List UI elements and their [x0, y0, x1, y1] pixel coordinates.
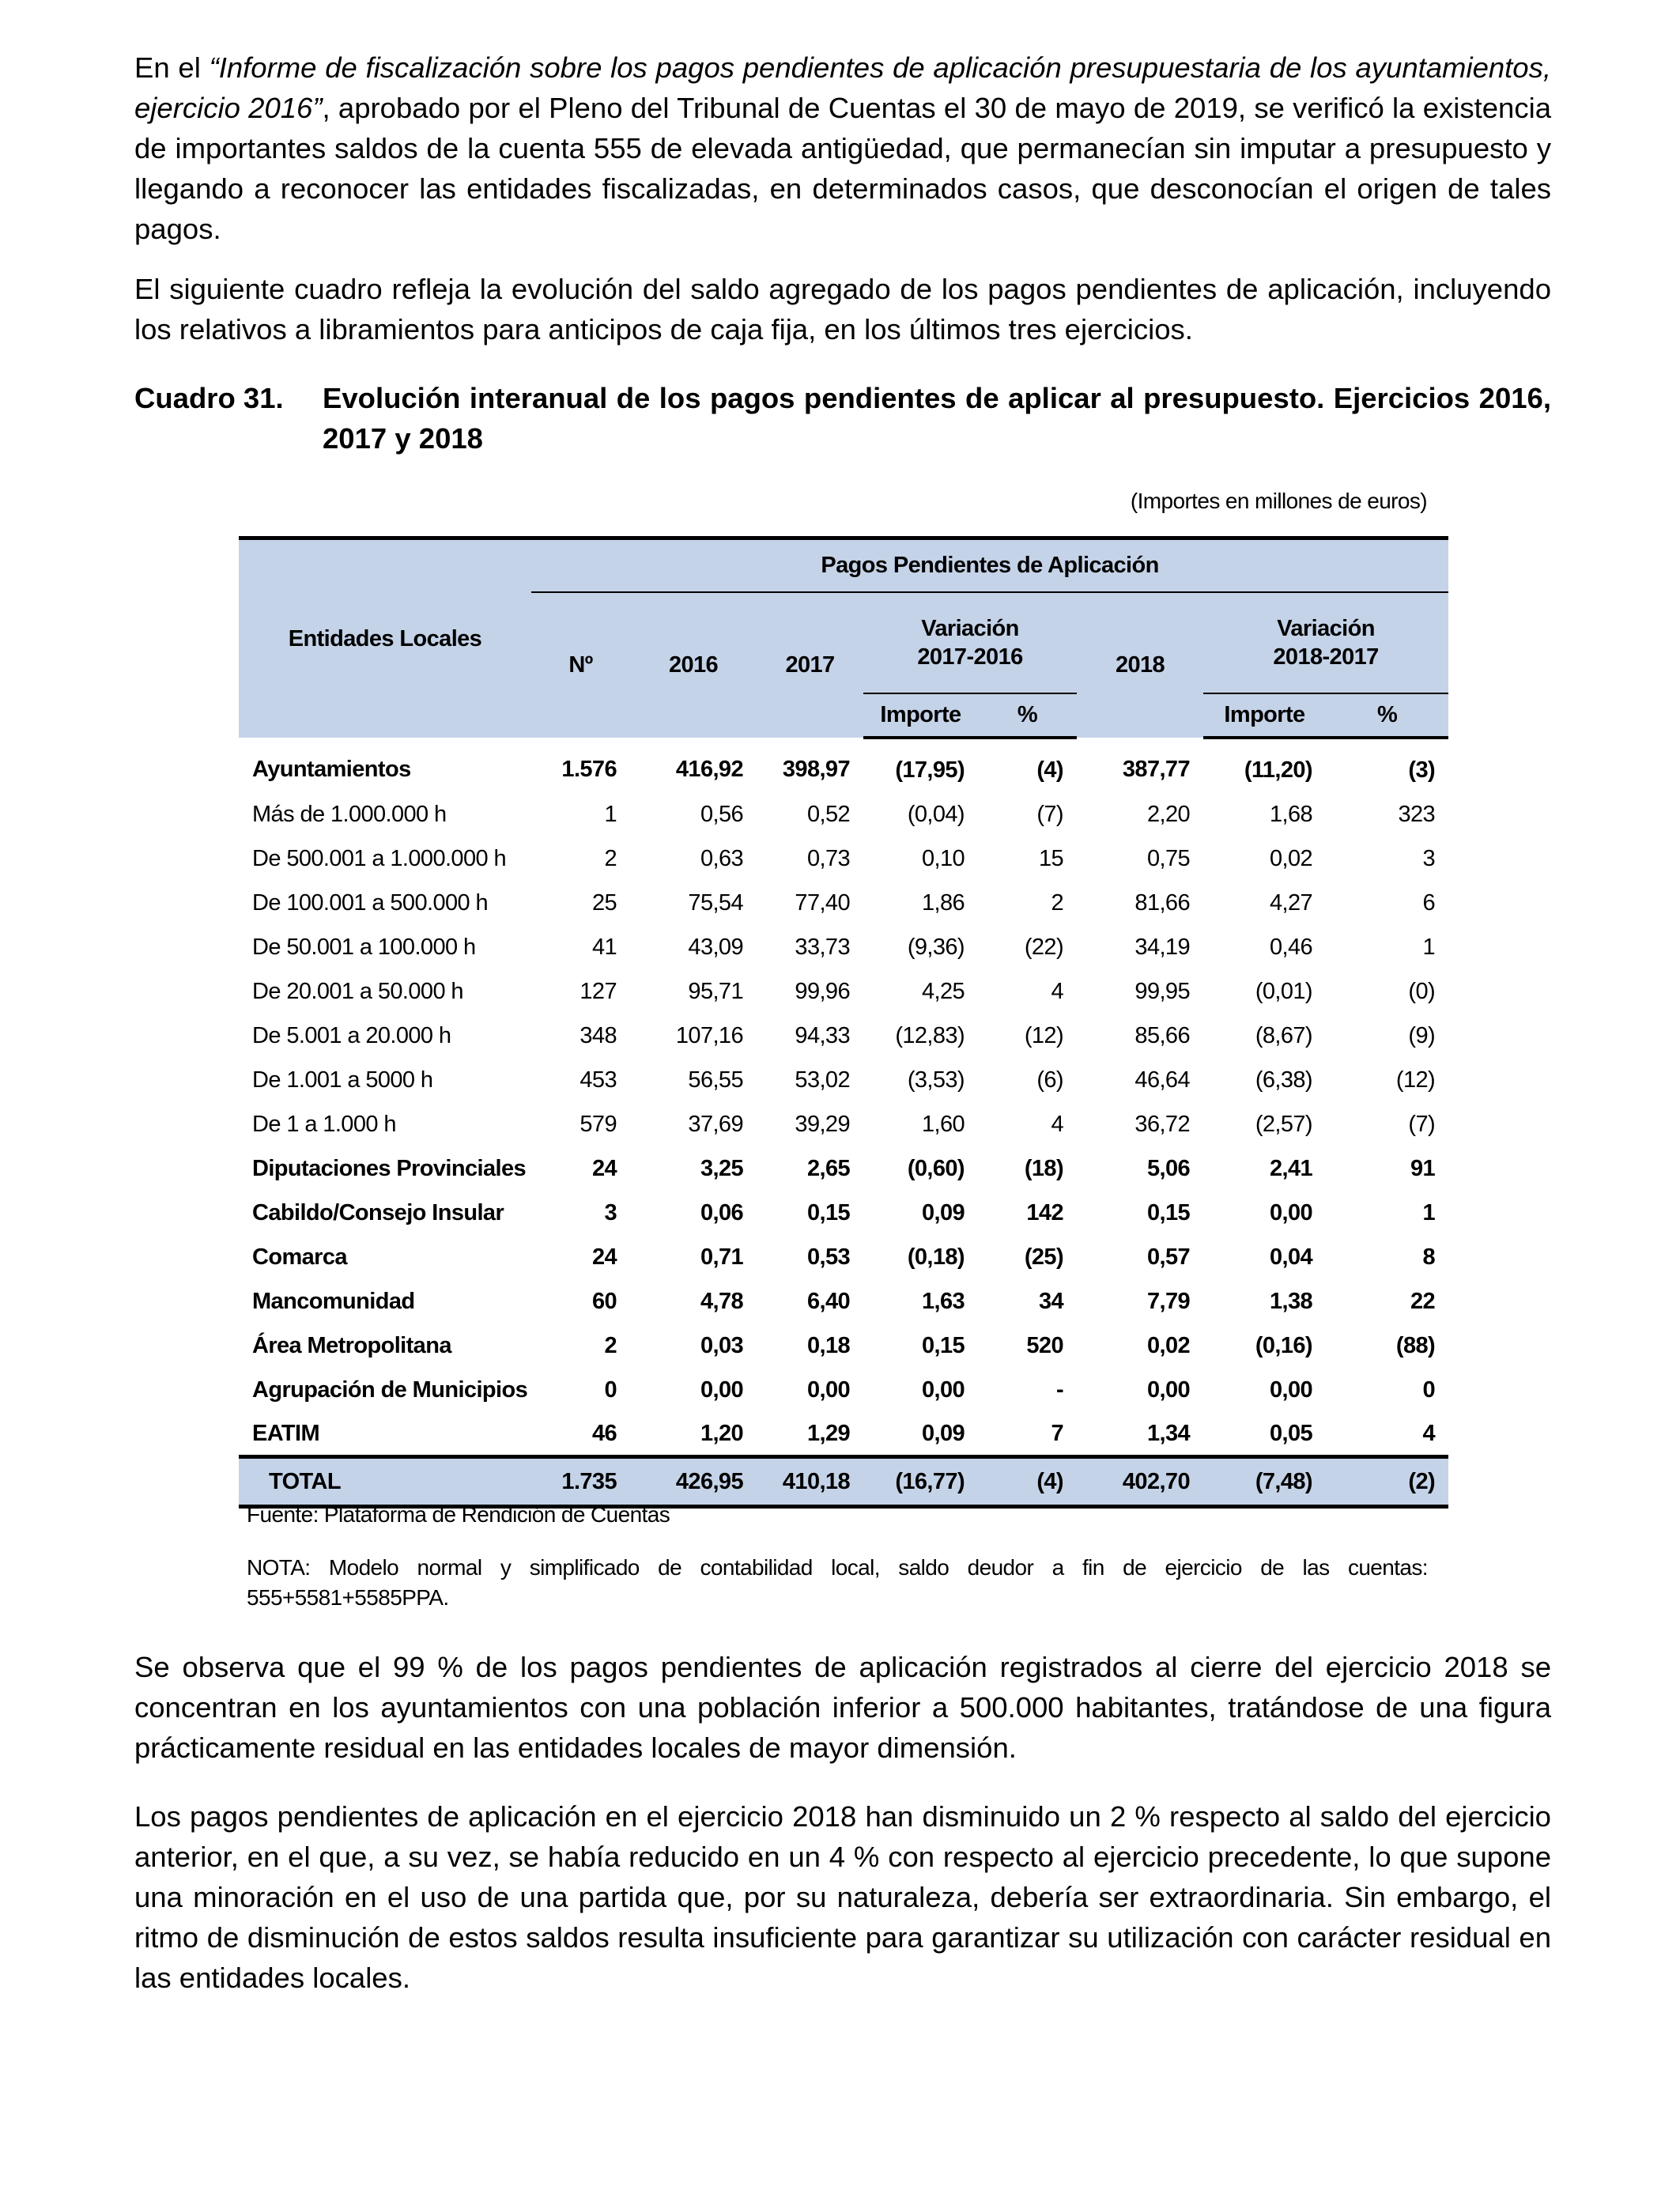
value-cell: 0,04: [1269, 1244, 1312, 1270]
value-cell: 0,00: [700, 1377, 743, 1403]
value-cell: (6): [1036, 1067, 1063, 1093]
value-cell: 6: [1422, 890, 1436, 916]
total-row: [239, 1457, 1448, 1507]
entity-name-cell: De 1 a 1.000 h: [252, 1112, 396, 1137]
table-row: [239, 882, 1448, 926]
value-cell: 0,18: [806, 1333, 850, 1358]
value-cell: 387,77: [1122, 757, 1190, 782]
table-header: [239, 538, 1448, 738]
header-entities: Entidades Locales: [239, 538, 531, 738]
header-variation-2017-2016: [863, 592, 1077, 693]
value-cell: 34,19: [1134, 935, 1190, 960]
value-cell: 323: [1398, 802, 1436, 827]
value-cell: (88): [1395, 1333, 1436, 1358]
value-cell: 24: [591, 1244, 617, 1270]
header-2018: 2018: [1077, 592, 1203, 738]
entity-name-cell: Comarca: [252, 1244, 347, 1270]
table-caption-number: Cuadro 31.: [134, 382, 284, 414]
table-row: [239, 970, 1448, 1014]
entity-name-cell: Diputaciones Provinciales: [252, 1156, 527, 1181]
value-cell: 0,10: [921, 846, 965, 871]
table-row: [239, 1324, 1448, 1369]
value-cell: 2,41: [1269, 1156, 1312, 1181]
total-cell: (16,77): [863, 1457, 978, 1507]
value-cell: 99,95: [1134, 979, 1190, 1004]
value-cell: 1: [1422, 1200, 1436, 1225]
value-cell: 0,52: [806, 802, 850, 827]
value-cell: (0,04): [907, 802, 965, 827]
value-cell: 94,33: [795, 1023, 850, 1048]
value-cell: -: [1055, 1377, 1063, 1403]
entity-name-cell: De 50.001 a 100.000 h: [252, 935, 476, 960]
value-cell: 0,00: [921, 1377, 965, 1403]
value-cell: 91: [1410, 1156, 1436, 1181]
header-2016: 2016: [630, 592, 757, 738]
header-importe-2: Importe: [1203, 693, 1326, 738]
value-cell: 416,92: [675, 757, 743, 782]
value-cell: 7: [1051, 1420, 1063, 1446]
entity-name-cell: Ayuntamientos: [252, 757, 411, 782]
value-cell: 46: [591, 1420, 617, 1446]
value-cell: 0,05: [1269, 1420, 1312, 1446]
value-cell: 1,20: [700, 1420, 743, 1446]
value-cell: 24: [591, 1156, 617, 1181]
value-cell: 2: [604, 846, 617, 871]
value-cell: 348: [580, 1023, 617, 1048]
table-row: [239, 1191, 1448, 1236]
entity-name-cell: De 500.001 a 1.000.000 h: [252, 846, 506, 871]
header-variation-2018-2017: [1203, 592, 1448, 693]
header-variation-1-period: 2017-2016: [917, 644, 1023, 670]
header-2017: 2017: [757, 592, 863, 738]
entity-name-cell: Agrupación de Municipios: [252, 1377, 528, 1403]
total-cell: 426,95: [630, 1457, 757, 1507]
value-cell: 1,60: [921, 1112, 965, 1137]
entity-name-cell: Más de 1.000.000 h: [252, 802, 447, 827]
value-cell: 1: [604, 802, 617, 827]
value-cell: 0: [1422, 1377, 1436, 1403]
table-row: [239, 1103, 1448, 1147]
value-cell: 37,69: [688, 1112, 743, 1137]
entity-name-cell: Cabildo/Consejo Insular: [252, 1200, 504, 1225]
table-intro-paragraph: El siguiente cuadro refleja la evolución del saldo agregado de los pagos pendientes de aplicación, incluyendo los relativos a libramientos para anticipos de caja fija, en los últimos tres ejercicios.: [134, 273, 1551, 346]
value-cell: 43,09: [688, 935, 743, 960]
table-row: [239, 1014, 1448, 1059]
report-title-italic: “Informe de fiscalización sobre los pagos pendientes de aplicación presupuestaria de los ayuntamientos, ejercicio 2016”: [134, 51, 1552, 124]
value-cell: (7): [1408, 1112, 1436, 1137]
value-cell: 99,96: [795, 979, 850, 1004]
header-group: Pagos Pendientes de Aplicación: [531, 538, 1448, 592]
entity-name-cell: EATIM: [252, 1420, 320, 1446]
value-cell: 0,56: [700, 802, 743, 827]
intro-paragraph-end: , aprobado por el Pleno del Tribunal de Cuentas el 30 de mayo de 2019, se verificó la existencia de importantes saldos de la cuenta 555 de elevada antigüedad, que permanecían sin imputar a presupuesto y llegando a reconocer las entidades fiscalizadas, en determinados casos, que desconocían el origen de tales pagos.: [134, 92, 1552, 245]
header-importe-1: Importe: [863, 693, 978, 738]
table-row: [239, 1059, 1448, 1103]
value-cell: 0,73: [806, 846, 850, 871]
value-cell: 7,79: [1146, 1289, 1190, 1314]
value-cell: (11,20): [1244, 757, 1312, 783]
value-cell: 3: [1422, 846, 1436, 871]
value-cell: 2: [1051, 890, 1063, 916]
value-cell: 0,46: [1269, 935, 1312, 960]
value-cell: 81,66: [1134, 890, 1190, 916]
header-variation-1-title: Variación: [921, 615, 1019, 641]
value-cell: (0,18): [907, 1244, 965, 1270]
value-cell: 56,55: [688, 1067, 743, 1093]
header-variation-2-title: Variación: [1277, 615, 1375, 641]
value-cell: 2: [604, 1333, 617, 1358]
value-cell: (0,16): [1255, 1333, 1312, 1358]
value-cell: 3,25: [700, 1156, 743, 1181]
value-cell: 579: [580, 1112, 617, 1137]
value-cell: 0,03: [700, 1333, 743, 1358]
value-cell: 46,64: [1134, 1067, 1190, 1093]
table-body: [239, 738, 1448, 1457]
table-row: [239, 1236, 1448, 1280]
value-cell: 0,00: [1269, 1200, 1312, 1225]
table-row: [239, 926, 1448, 970]
value-cell: 39,29: [795, 1112, 850, 1137]
table-row: [239, 793, 1448, 837]
header-variation-2-period: 2018-2017: [1273, 644, 1379, 670]
header-pct-2: %: [1326, 693, 1448, 738]
value-cell: 398,97: [782, 757, 850, 782]
value-cell: 53,02: [795, 1067, 850, 1093]
entity-name-cell: De 100.001 a 500.000 h: [252, 890, 489, 916]
value-cell: 8: [1422, 1244, 1436, 1270]
value-cell: 75,54: [688, 890, 743, 916]
value-cell: (7): [1036, 802, 1063, 827]
value-cell: 25: [591, 890, 617, 916]
value-cell: 85,66: [1134, 1023, 1190, 1048]
value-cell: 6,40: [806, 1289, 850, 1314]
value-cell: 1,34: [1146, 1420, 1190, 1446]
value-cell: 0,53: [806, 1244, 850, 1270]
value-cell: (22): [1024, 935, 1063, 960]
value-cell: 41: [591, 935, 617, 960]
value-cell: 0,09: [921, 1200, 965, 1225]
value-cell: 0,15: [1146, 1200, 1190, 1225]
value-cell: 0,15: [806, 1200, 850, 1225]
entity-name-cell: Área Metropolitana: [252, 1333, 451, 1358]
table-footer: [239, 1457, 1448, 1507]
value-cell: 4: [1422, 1420, 1436, 1446]
total-cell: (4): [978, 1457, 1077, 1507]
value-cell: (0,60): [907, 1156, 965, 1181]
value-cell: 1: [1422, 935, 1436, 960]
analysis-paragraph-2: Los pagos pendientes de aplicación en el ejercicio 2018 han disminuido un 2 % respecto al saldo del ejercicio anterior, en el que, a su vez, se había reducido en un 4 % con respecto al ejercicio precedente, lo que supone una minoración en el uso de una partida que, por su naturaleza, debería ser extraordinaria. Sin embargo, el ritmo de disminución de estos saldos resulta insuficiente para garantizar su utilización con carácter residual en las entidades locales.: [134, 1800, 1551, 1994]
value-cell: (17,95): [895, 757, 965, 783]
entity-name-cell: De 5.001 a 20.000 h: [252, 1023, 451, 1048]
entity-name-cell: De 1.001 a 5000 h: [252, 1067, 433, 1093]
value-cell: 0,09: [921, 1420, 965, 1446]
total-cell: (7,48): [1203, 1457, 1326, 1507]
table-note: NOTA: Modelo normal y simplificado de contabilidad local, saldo deudor a fin de ejercicio de las cuentas: 555+5581+5585PPA.: [247, 1555, 1428, 1610]
intro-paragraph: [134, 47, 1551, 249]
value-cell: (8,67): [1255, 1023, 1312, 1048]
table-row: [239, 837, 1448, 882]
table-row: [239, 1147, 1448, 1191]
value-cell: 22: [1410, 1289, 1436, 1314]
value-cell: 95,71: [688, 979, 743, 1004]
total-cell: 1.735: [531, 1457, 630, 1507]
total-cell: (2): [1326, 1457, 1448, 1507]
value-cell: 1,38: [1269, 1289, 1312, 1314]
value-cell: 60: [591, 1289, 617, 1314]
value-cell: 520: [1026, 1333, 1063, 1358]
value-cell: 1,86: [921, 890, 965, 916]
value-cell: 0,57: [1146, 1244, 1190, 1270]
value-cell: 2,65: [806, 1156, 850, 1181]
entity-name-cell: De 20.001 a 50.000 h: [252, 979, 463, 1004]
value-cell: 0,00: [1146, 1377, 1190, 1403]
table-source: Fuente: Plataforma de Rendición de Cuentas: [247, 1502, 670, 1527]
analysis-paragraph-1: Se observa que el 99 % de los pagos pendientes de aplicación registrados al cierre del ejercicio 2018 se concentran en los ayuntamientos con una población inferior a 500.000 habitantes, tratándose de una figura prácticamente residual en las entidades locales de mayor dimensión.: [134, 1651, 1551, 1764]
table-caption-text: Evolución interanual de los pagos pendientes de aplicar al presupuesto. Ejercicios 2016, 2017 y 2018: [323, 382, 1551, 455]
value-cell: (2,57): [1255, 1112, 1312, 1137]
value-cell: (0): [1408, 979, 1436, 1004]
value-cell: 1,29: [806, 1420, 850, 1446]
value-cell: 36,72: [1134, 1112, 1190, 1137]
entity-name-cell: Mancomunidad: [252, 1289, 415, 1314]
units-note: (Importes en millones de euros): [1130, 489, 1427, 513]
value-cell: 77,40: [795, 890, 850, 916]
value-cell: 5,06: [1146, 1156, 1190, 1181]
value-cell: (0,01): [1255, 979, 1312, 1004]
value-cell: 33,73: [795, 935, 850, 960]
value-cell: 4,78: [700, 1289, 743, 1314]
total-cell: 402,70: [1077, 1457, 1203, 1507]
table-row: [239, 1413, 1448, 1457]
table-row: [239, 1280, 1448, 1324]
value-cell: (6,38): [1255, 1067, 1312, 1093]
value-cell: 3: [604, 1200, 617, 1225]
value-cell: 127: [580, 979, 617, 1004]
header-pct-1: %: [978, 693, 1077, 738]
value-cell: 0,75: [1146, 846, 1190, 871]
value-cell: (12,83): [895, 1023, 965, 1048]
value-cell: (12): [1395, 1067, 1436, 1093]
value-cell: 0: [604, 1377, 617, 1403]
intro-paragraph-start: En el: [134, 51, 210, 84]
table-row: [239, 738, 1448, 793]
value-cell: 0,06: [700, 1200, 743, 1225]
value-cell: 4,25: [921, 979, 965, 1004]
value-cell: 4: [1051, 979, 1063, 1004]
value-cell: 4,27: [1269, 890, 1312, 916]
value-cell: 453: [580, 1067, 617, 1093]
value-cell: 34: [1038, 1289, 1063, 1314]
header-num: Nº: [531, 592, 630, 738]
value-cell: 0,71: [700, 1244, 743, 1270]
value-cell: (25): [1024, 1244, 1063, 1270]
value-cell: 15: [1038, 846, 1063, 871]
value-cell: 0,00: [806, 1377, 850, 1403]
value-cell: (3): [1408, 757, 1436, 783]
value-cell: (9,36): [907, 935, 965, 960]
value-cell: 0,15: [921, 1333, 965, 1358]
value-cell: (4): [1036, 757, 1063, 783]
table-row: [239, 1369, 1448, 1413]
value-cell: 0,02: [1269, 846, 1312, 871]
value-cell: 1.576: [561, 757, 617, 782]
value-cell: 0,63: [700, 846, 743, 871]
pending-payments-table: [239, 536, 1448, 1509]
total-cell: 410,18: [757, 1457, 863, 1507]
value-cell: (3,53): [907, 1067, 965, 1093]
total-cell: TOTAL: [239, 1457, 531, 1507]
value-cell: (9): [1408, 1023, 1436, 1048]
value-cell: 0,00: [1269, 1377, 1312, 1403]
value-cell: (18): [1024, 1156, 1063, 1181]
value-cell: 0,02: [1146, 1333, 1190, 1358]
value-cell: (12): [1024, 1023, 1063, 1048]
value-cell: 2,20: [1146, 802, 1190, 827]
value-cell: 1,68: [1269, 802, 1312, 827]
value-cell: 142: [1026, 1200, 1063, 1225]
value-cell: 4: [1051, 1112, 1063, 1137]
value-cell: 1,63: [921, 1289, 965, 1314]
value-cell: 107,16: [675, 1023, 743, 1048]
